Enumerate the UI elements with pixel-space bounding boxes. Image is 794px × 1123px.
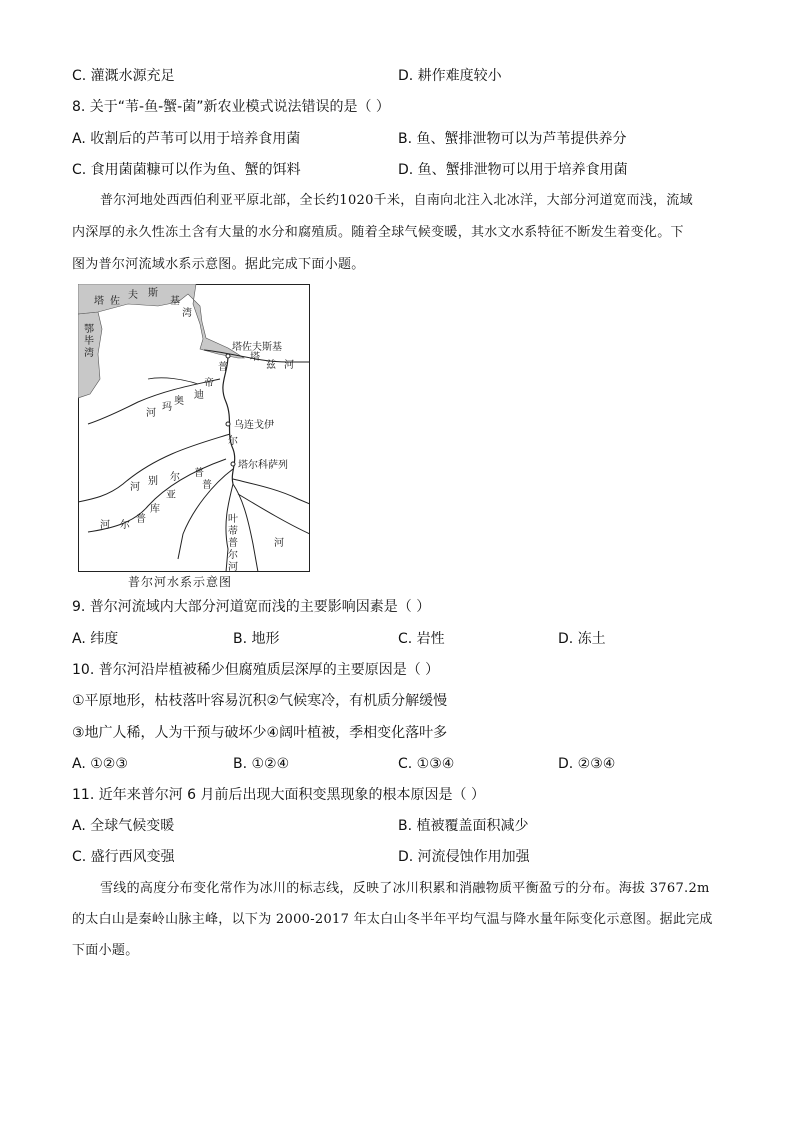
- label: 帝: [204, 378, 214, 389]
- q11-option-a: A. 全球气候变暖: [72, 818, 175, 834]
- label: 奥: [174, 396, 184, 407]
- city-marker-tarko-sale: [231, 462, 235, 466]
- label: 兹: [266, 360, 276, 371]
- q9-option-d: D. 冻土: [558, 631, 606, 647]
- label: 河: [228, 562, 238, 572]
- city-label-tazovsky: 塔佐夫斯基: [232, 342, 282, 353]
- q9-stem: 9. 普尔河流域内大部分河道宽而浅的主要影响因素是（ ）: [72, 599, 431, 615]
- q9-option-c: C. 岩性: [398, 631, 445, 647]
- q10-option-a: A. ①②③: [72, 756, 128, 772]
- label: 斯: [148, 288, 158, 299]
- label: 玛: [162, 402, 172, 413]
- pur-river-map: [78, 284, 310, 572]
- label: 塔: [250, 352, 260, 363]
- q8-stem: 8. 关于“苇-鱼-蟹-菌”新农业模式说法错误的是（ ）: [72, 99, 390, 115]
- label: 河: [274, 538, 284, 549]
- q8-option-b: B. 鱼、蟹排泄物可以为芦苇提供养分: [398, 131, 627, 147]
- label: 别: [148, 476, 158, 487]
- label: 库: [150, 504, 160, 515]
- label: 尔: [120, 520, 130, 531]
- city-marker-urengoy: [226, 422, 230, 426]
- q10-stem: 10. 普尔河沿岸植被稀少但腐殖质层深厚的主要原因是（ ）: [72, 662, 440, 678]
- q8-option-d: D. 鱼、蟹排泄物可以用于培养食用菌: [398, 162, 628, 178]
- q10-statement-1: ①平原地形，枯枝落叶容易沉积②气候寒冷，有机质分解缓慢: [72, 693, 448, 709]
- q10-option-b: B. ①②④: [233, 756, 290, 772]
- label: 普: [136, 514, 146, 525]
- q9-option-a: A. 纬度: [72, 631, 119, 647]
- label: 佐: [110, 296, 120, 307]
- q10-option-d: D. ②③④: [558, 756, 616, 772]
- label: 塔: [94, 296, 104, 307]
- passage1-line3: 图为普尔河流域水系示意图。据此完成下面小题。: [72, 257, 365, 272]
- q11-option-c: C. 盛行西风变强: [72, 849, 175, 865]
- label: 湾: [182, 308, 192, 319]
- label: 河: [130, 482, 140, 493]
- label: 迪: [194, 390, 204, 401]
- passage2-line2: 的太白山是秦岭山脉主峰，以下为 2000-2017 年太白山冬半年平均气温与降水量年际变化示意图。据此完成: [72, 912, 713, 927]
- label: 普: [202, 480, 212, 491]
- label: 基: [170, 296, 180, 307]
- label: 亚: [166, 490, 176, 501]
- city-label-tarko-sale: 塔尔科萨列: [238, 460, 288, 471]
- q7-option-d: D. 耕作难度较小: [398, 68, 502, 84]
- label: 湾: [84, 348, 94, 359]
- q8-option-a: A. 收割后的芦苇可以用于培养食用菌: [72, 131, 301, 147]
- label: 普: [218, 362, 228, 373]
- label: 河: [146, 408, 156, 419]
- q11-option-d: D. 河流侵蚀作用加强: [398, 849, 530, 865]
- label: 蒂: [228, 526, 238, 537]
- q10-option-c: C. ①③④: [398, 756, 455, 772]
- label: 普: [194, 468, 204, 479]
- label: 夫: [128, 290, 138, 301]
- q9-option-b: B. 地形: [233, 631, 280, 647]
- label: 尔: [228, 550, 238, 561]
- q11-stem: 11. 近年来普尔河 6 月前后出现大面积变黑现象的根本原因是（ ）: [72, 787, 485, 803]
- label: 尔: [228, 436, 238, 447]
- map-caption: 普尔河水系示意图: [128, 575, 233, 589]
- q11-option-b: B. 植被覆盖面积减少: [398, 818, 529, 834]
- label: 河: [100, 520, 110, 531]
- q8-option-c: C. 食用菌菌糠可以作为鱼、蟹的饵料: [72, 162, 301, 178]
- label: 河: [284, 360, 294, 371]
- q10-statement-2: ③地广人稀，人为干预与破坏少④阔叶植被，季相变化落叶多: [72, 725, 448, 741]
- label: 毕: [84, 336, 94, 347]
- city-marker-tazovsky: [226, 354, 230, 358]
- label: 叶: [228, 514, 238, 525]
- label: 尔: [170, 472, 180, 483]
- q7-option-c: C. 灌溉水源充足: [72, 68, 175, 84]
- passage1-line1: 普尔河地处西西伯利亚平原北部，全长约1020千米，自南向北注入北冰洋，大部分河道宽而浅，流域: [100, 193, 693, 208]
- city-label-urengoy: 乌连戈伊: [234, 420, 274, 431]
- label: 普: [228, 538, 238, 549]
- passage2-line3: 下面小题。: [72, 943, 139, 958]
- passage1-line2: 内深厚的永久性冻土含有大量的水分和腐殖质。随着全球气候变暖，其水文水系特征不断发生着变化。下: [72, 225, 684, 240]
- label: 鄂: [84, 324, 94, 335]
- passage2-line1: 雪线的高度分布变化常作为冰川的标志线，反映了冰川积累和消融物质平衡盈亏的分布。海拔 3767.2m: [100, 881, 710, 896]
